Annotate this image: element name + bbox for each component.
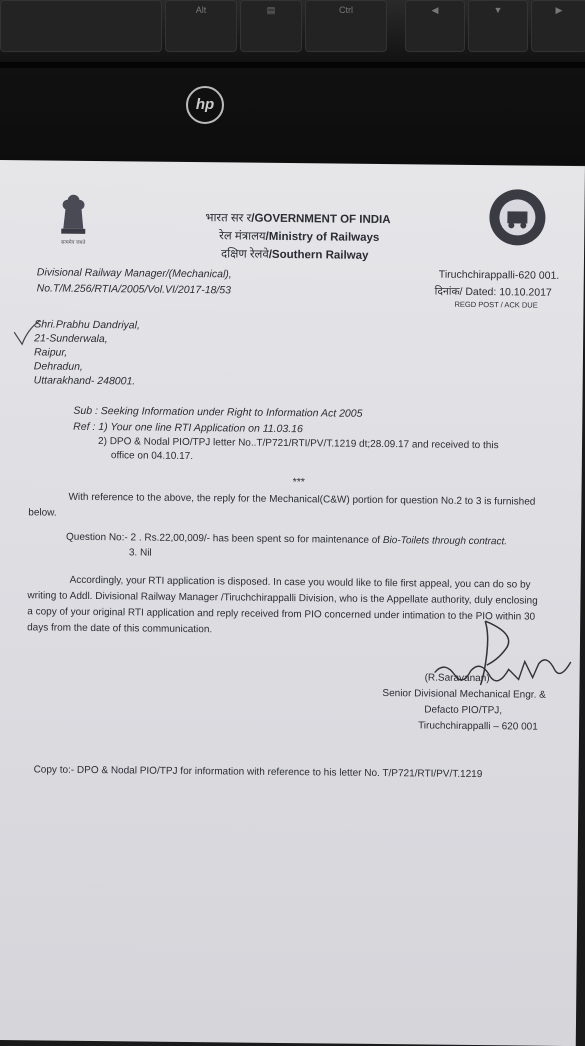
copy-to: Copy to:- DPO & Nodal PIO/TPJ for information with reference to his letter No. T/P721/RTI/PV/T.1219 [33, 764, 483, 781]
reference-2-line-2: office on 04.10.17. [110, 450, 194, 463]
down-arrow-icon: ▼ [493, 5, 503, 15]
signatory-place: Tiruchchirappalli – 620 001 [418, 720, 538, 733]
paragraph-1-line-1: With reference to the above, the reply for the Mechanical(C&W) portion for question No.2 to 3 is furnished [68, 491, 536, 508]
paragraph-2-line-4: days from the date of this communication. [27, 622, 213, 636]
signatory-name: (R.Saravanan) [424, 672, 490, 685]
key-alt: Alt [165, 0, 237, 52]
reference-2-line-1: 2) DPO & Nodal PIO/TPJ letter No..T/P721/RTI/PV/T.1219 dt;28.09.17 and received to this [97, 436, 499, 452]
key-right-arrow [531, 0, 585, 52]
hp-logo: hp [186, 86, 224, 124]
paragraph-2-line-2: writing to Addl. Divisional Railway Manager /Tiruchchirappalli Division, who is the Appellate authority, duly enclosing [27, 590, 538, 607]
laptop-hinge [0, 62, 585, 68]
paragraph-2-line-3: a copy of your original RTI application and reply received from PIO concerned under intimation to the PIO within 30 [27, 606, 536, 623]
recipient-line-2: 21-Sunderwala, [34, 332, 108, 346]
answer-question-3: 3. Nil [128, 547, 152, 559]
post-type: REGD POST / ACK DUE [454, 299, 538, 310]
emblem-motto: सत्यमेव जयते [60, 239, 86, 246]
reference-1: Ref : 1) Your one line RTI Application on 11.03.16 [73, 420, 303, 436]
key-ctrl: Ctrl [305, 0, 387, 52]
key-left-arrow [405, 0, 465, 52]
left-arrow-icon: ◀ [431, 5, 439, 15]
keyboard-key [0, 0, 162, 52]
answer-question-2: Question No:- 2 . Rs.22,00,009/- has been spent so for maintenance of Bio-Toilets through contract. [65, 531, 508, 548]
laptop-keyboard-area [0, 0, 585, 165]
key-menu [240, 0, 302, 52]
recipient-line-3: Raipur, [33, 346, 68, 359]
separator-stars: *** [292, 476, 305, 489]
national-emblem-icon [47, 189, 100, 248]
recipient-line-1: Shri.Prabhu Dandriyal, [34, 318, 140, 332]
reference-number: No.T/M.256/RTIA/2005/Vol.VI/2017-18/53 [36, 282, 232, 297]
recipient-line-4: Dehradun, [33, 360, 83, 373]
paragraph-2-line-1: Accordingly, your RTI application is disposed. In case you would like to file first appeal, you can do so by [69, 574, 531, 591]
sender-office: Divisional Railway Manager/(Mechanical), [36, 266, 232, 281]
header-line-2: रेल मंत्रालय/Ministry of Railways [219, 230, 380, 244]
recipient-line-5: Uttarakhand- 248001. [33, 374, 136, 388]
letter-date: दिनांक/ Dated: 10.10.2017 [434, 285, 552, 299]
paragraph-1-line-2: below. [28, 507, 57, 519]
indian-railways-seal-icon [487, 187, 548, 248]
key-down-arrow [468, 0, 528, 52]
subject-line: Sub : Seeking Information under Right to Information Act 2005 [73, 404, 363, 420]
sender-place: Tiruchchirappalli-620 001. [438, 268, 560, 282]
rti-reply-letter [0, 160, 585, 1046]
menu-icon: ▤ [266, 5, 276, 15]
signatory-title-1: Senior Divisional Mechanical Engr. & [382, 688, 546, 701]
header-line-1: भारत सर र/GOVERNMENT OF INDIA [205, 212, 391, 227]
right-arrow-icon: ▶ [555, 5, 563, 15]
signatory-title-2: Defacto PIO/TPJ, [424, 704, 503, 717]
header-line-3: दक्षिण रेलवे/Southern Railway [220, 248, 369, 262]
